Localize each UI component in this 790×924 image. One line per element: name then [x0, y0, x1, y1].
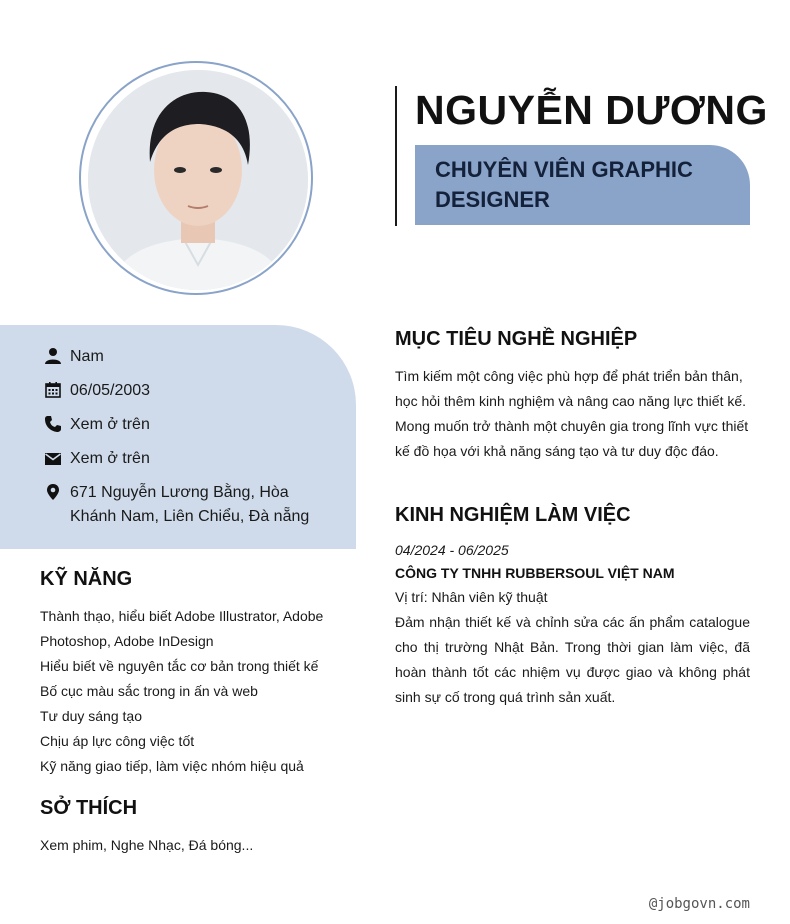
job-title-badge: CHUYÊN VIÊN GRAPHIC DESIGNER: [415, 145, 750, 225]
phone-icon: [44, 415, 62, 433]
watermark: @jobgovn.com: [648, 896, 750, 912]
avatar: [88, 70, 308, 290]
experience-heading: KINH NGHIỆM LÀM VIỆC: [395, 504, 631, 526]
info-email: [44, 447, 310, 471]
skill-item: Tư duy sáng tạo: [40, 708, 142, 724]
skills-heading: KỸ NĂNG: [40, 568, 133, 590]
address-text: 671 Nguyễn Lương Bằng, Hòa Khánh Nam, Liên Chiểu, Đà nẵng: [70, 484, 310, 525]
email-text: Xem ở trên: [70, 450, 150, 467]
info-birthdate: [44, 379, 310, 403]
candidate-name: NGUYỄN DƯƠNG: [415, 87, 768, 133]
experience-role: Vị trí: Nhân viên kỹ thuật: [395, 589, 548, 605]
objective-text: Tìm kiếm một công việc phù hợp để phát triển bản thân, học hỏi thêm kinh nghiệm và nâng cao năng lực thiết kế. Mong muốn trở thành một chuyên gia trong lĩnh vực thiết kế đồ họa với khả năng sáng tạo và tư duy độc đáo.: [395, 368, 749, 459]
skill-item: Hiểu biết về nguyên tắc cơ bản trong thiết kế: [40, 658, 319, 674]
location-pin-icon: [44, 483, 62, 501]
calendar-icon: [44, 381, 62, 399]
profile-photo: [88, 70, 308, 290]
experience-company: CÔNG TY TNHH RUBBERSOUL VIỆT NAM: [395, 565, 675, 581]
info-address: [44, 481, 310, 529]
birthdate-text: 06/05/2003: [70, 382, 151, 399]
skill-item: Chịu áp lực công việc tốt: [40, 733, 195, 749]
hobbies-text: Xem phim, Nghe Nhạc, Đá bóng...: [40, 837, 254, 853]
skill-item: Thành thạo, hiểu biết Adobe Illustrator, Adobe Photoshop, Adobe InDesign: [40, 608, 324, 649]
person-icon: [44, 347, 62, 365]
mail-icon: [44, 449, 62, 467]
objective-heading: MỤC TIÊU NGHỀ NGHIỆP: [395, 328, 638, 350]
skills-list: [40, 604, 340, 779]
experience-date: 04/2024 - 06/2025: [395, 542, 509, 558]
gender-text: Nam: [70, 348, 104, 365]
experience-description: Đảm nhận thiết kế và chỉnh sửa các ấn phẩm catalogue cho thị trường Nhật Bản. Trong thời gian làm việc, đã hoàn thành tốt các nhiệm vụ được giao và không phát sinh sự cố trong quá trình sản xuất.: [395, 614, 750, 705]
info-gender: [44, 345, 310, 369]
hobbies-heading: SỞ THÍCH: [40, 797, 138, 819]
phone-text: Xem ở trên: [70, 416, 150, 433]
skill-item: Kỹ năng giao tiếp, làm việc nhóm hiệu quả: [40, 758, 304, 774]
info-phone: [44, 413, 310, 437]
skill-item: Bố cục màu sắc trong in ấn và web: [40, 683, 258, 699]
